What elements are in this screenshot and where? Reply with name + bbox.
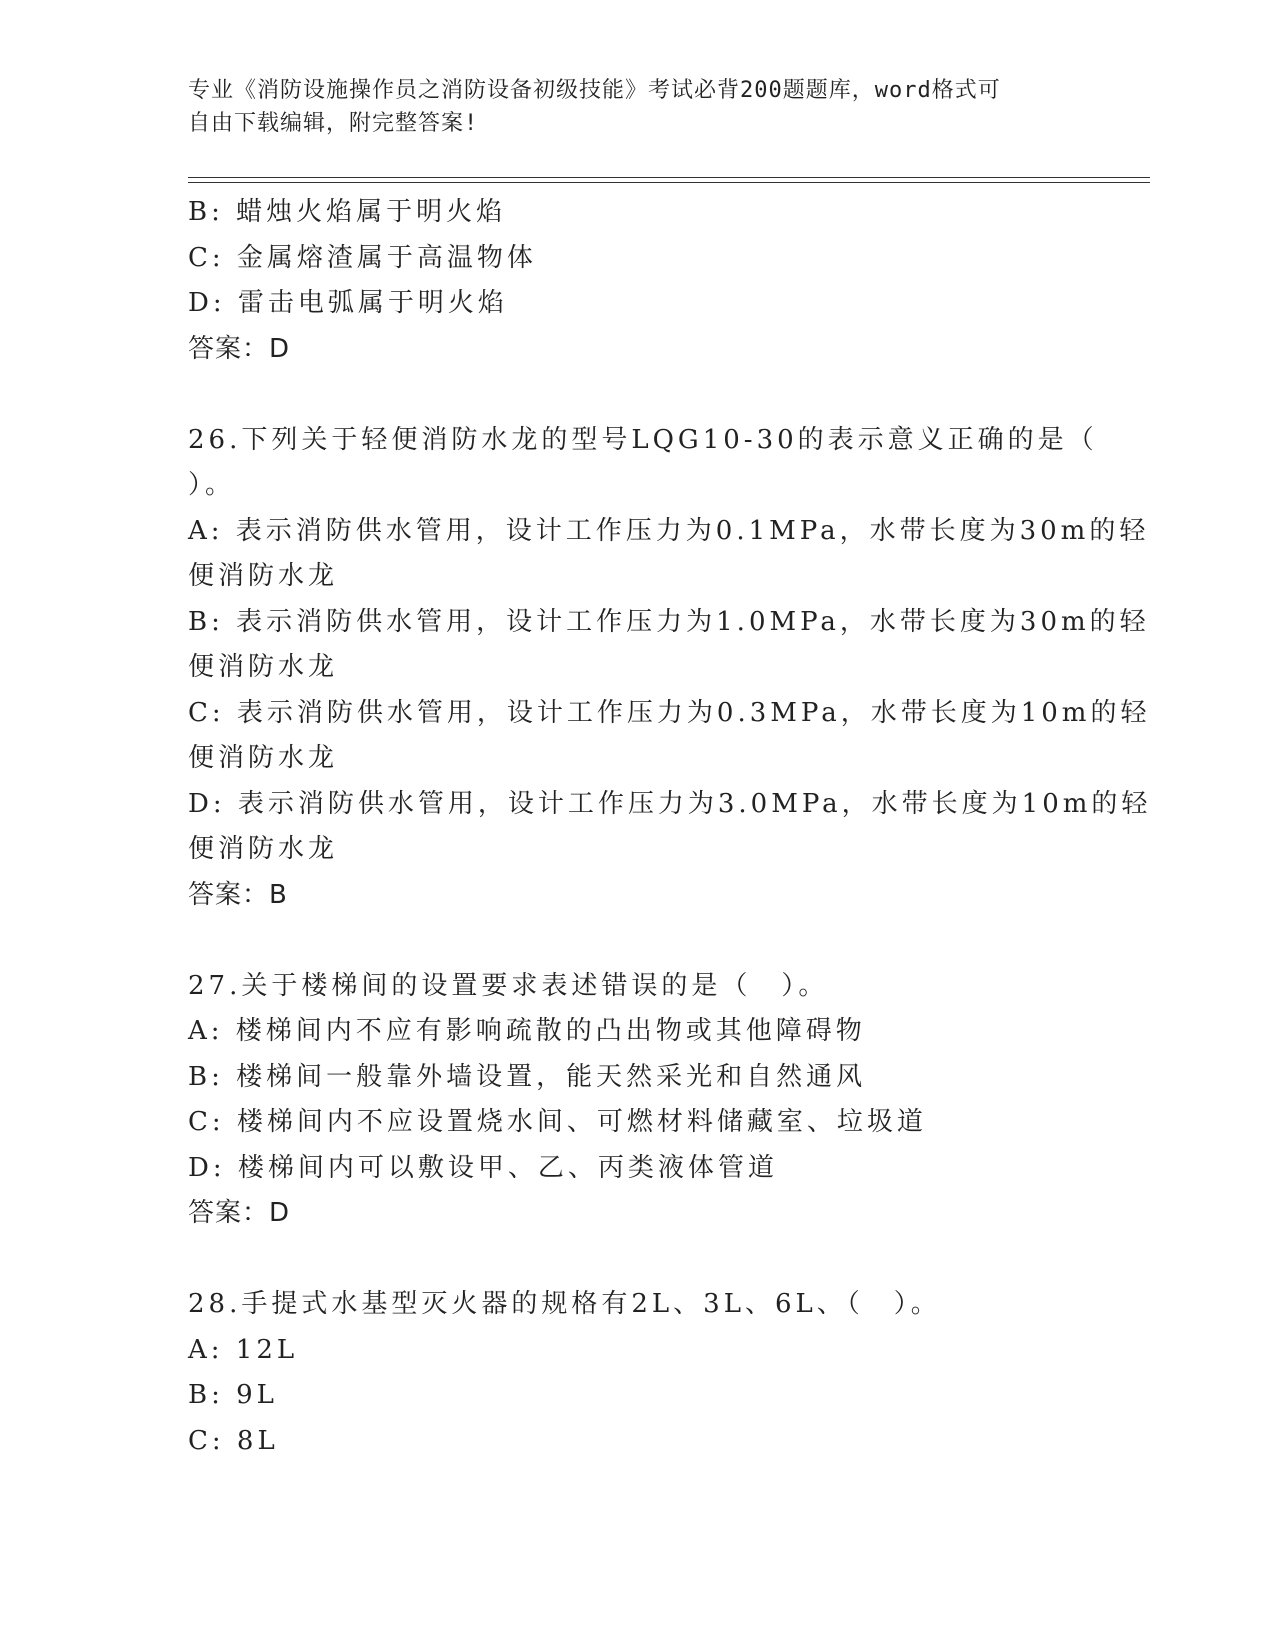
option-c: C: 金属熔渣属于高温物体 xyxy=(188,242,537,273)
option-a: A: 楼梯间内不应有影响疏散的凸出物或其他障碍物 xyxy=(188,1016,866,1046)
header-divider-bottom xyxy=(188,182,1150,183)
spacer xyxy=(188,1237,1088,1283)
option-c: C: 表示消防供水管用，设计工作压力为0.3MPa，水带长度为10m的轻 xyxy=(188,697,1151,728)
option-c-continued: 便消防水龙 xyxy=(188,743,339,773)
document-body xyxy=(188,190,1152,1464)
document-header xyxy=(188,74,1068,140)
answer-line: 答案：D xyxy=(188,333,291,364)
answer-line: 答案：B xyxy=(188,879,288,910)
option-b: B: 9L xyxy=(188,1380,278,1410)
header-line-2: 自由下载编辑，附完整答案! xyxy=(188,111,479,136)
option-d: D: 表示消防供水管用，设计工作压力为3.0MPa，水带长度为10m的轻 xyxy=(188,788,1152,819)
option-d-continued: 便消防水龙 xyxy=(188,834,339,864)
option-b: B: 表示消防供水管用，设计工作压力为1.0MPa，水带长度为30m的轻 xyxy=(188,606,1150,637)
option-c: C: 8L xyxy=(188,1425,279,1456)
question-stem: 27.关于楼梯间的设置要求表述错误的是（ ）。 xyxy=(188,970,829,1001)
question-26 xyxy=(188,418,1152,919)
option-a-continued: 便消防水龙 xyxy=(188,561,339,591)
option-a: A: 12L xyxy=(188,1334,299,1365)
spacer xyxy=(188,372,1088,418)
header-divider-top xyxy=(188,177,1150,178)
spacer xyxy=(188,918,1088,964)
question-stem: 26.下列关于轻便消防水龙的型号LQG10-30的表示意义正确的是（ xyxy=(188,424,1098,455)
option-d: D: 楼梯间内可以敷设甲、乙、丙类液体管道 xyxy=(188,1152,778,1183)
question-stem-continued: ）。 xyxy=(188,470,236,500)
header-line-1: 专业《消防设施操作员之消防设备初级技能》考试必背200题题库，word格式可 xyxy=(188,78,1001,103)
option-b: B: 楼梯间一般靠外墙设置，能天然采光和自然通风 xyxy=(188,1061,867,1092)
option-a: A: 表示消防供水管用，设计工作压力为0.1MPa，水带长度为30m的轻 xyxy=(188,515,1150,546)
option-c: C: 楼梯间内不应设置烧水间、可燃材料储藏室、垃圾道 xyxy=(188,1107,927,1137)
question-27 xyxy=(188,964,1088,1237)
option-d: D: 雷击电弧属于明火焰 xyxy=(188,288,508,318)
question-stem: 28.手提式水基型灭火器的规格有2L、3L、6L、（ ）。 xyxy=(188,1289,941,1319)
question-28 xyxy=(188,1282,1088,1464)
option-b-continued: 便消防水龙 xyxy=(188,652,339,682)
answer-line: 答案：D xyxy=(188,1198,291,1228)
option-b: B: 蜡烛火焰属于明火焰 xyxy=(188,197,507,227)
question-partial-block xyxy=(188,190,1088,372)
